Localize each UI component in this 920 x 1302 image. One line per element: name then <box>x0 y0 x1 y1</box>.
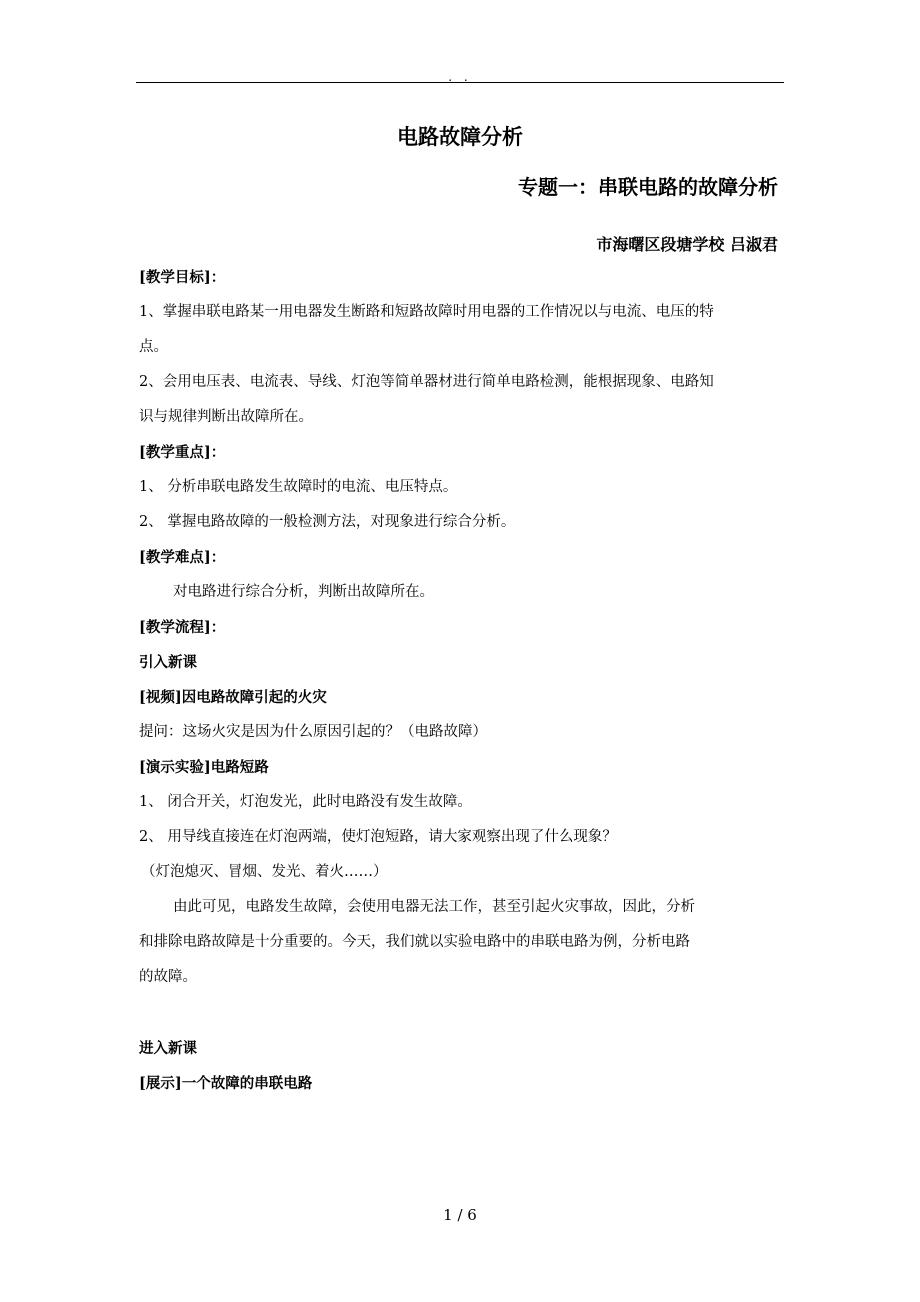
document-subtitle: 专题一：串联电路的故障分析 <box>518 175 778 199</box>
paragraph-gap <box>139 995 783 1031</box>
goal-1-line-1: 1、掌握串联电路某一用电器发生断路和短路故障时用电器的工作情况以与电流、电压的特 <box>139 304 714 320</box>
process-heading: [教学流程]： <box>139 619 226 636</box>
question-line: 提问：这场火灾是因为什么原因引起的？（电路故障） <box>139 724 487 740</box>
goal-2-line-1: 2、会用电压表、电流表、导线、灯泡等简单器材进行简单电路检测，能根据现象、电路知 <box>139 374 714 390</box>
demo-step-1: 1、 闭合开关，灯泡发光，此时电路没有发生故障。 <box>139 794 472 810</box>
key-point-1: 1、 分析串联电路发生故障时的电流、电压特点。 <box>139 479 458 495</box>
header-dots: . . <box>448 70 472 84</box>
document-title: 电路故障分析 <box>397 124 523 149</box>
new-lesson-heading: 进入新课 <box>139 1040 197 1057</box>
intro-heading: 引入新课 <box>139 654 197 671</box>
goals-heading: [教学目标]： <box>139 269 226 286</box>
document-body <box>139 260 783 1101</box>
author-line: 市海曙区段塘学校 吕淑君 <box>596 235 778 254</box>
summary-line-3: 的故障。 <box>139 969 197 985</box>
difficulty-heading: [教学难点]： <box>139 549 226 566</box>
demo-step-2: 2、 用导线直接连在灯泡两端，使灯泡短路，请大家观察出现了什么现象？ <box>139 829 617 845</box>
goal-2-line-2: 识与规律判断出故障所在。 <box>139 409 313 425</box>
summary-line-2: 和排除电路故障是十分重要的。今天，我们就以实验电路中的串联电路为例，分析电路 <box>139 934 690 950</box>
header-rule <box>136 82 784 83</box>
key-points-heading: [教学重点]： <box>139 444 226 461</box>
goal-1-line-2: 点。 <box>139 339 168 355</box>
show-heading: [展示]一个故障的串联电路 <box>139 1075 313 1092</box>
video-heading: [视频]因电路故障引起的火灾 <box>139 689 327 706</box>
page-number: 1 / 6 <box>443 1206 477 1224</box>
key-point-2: 2、 掌握电路故障的一般检测方法，对现象进行综合分析。 <box>139 514 516 530</box>
difficulty-text: 对电路进行综合分析，判断出故障所在。 <box>173 584 434 600</box>
summary-line-1: 由此可见，电路发生故障，会使用电器无法工作，甚至引起火灾事故，因此，分析 <box>173 899 695 915</box>
demo-result: （灯泡熄灭、冒烟、发光、着火……） <box>141 864 388 880</box>
demo-heading: [演示实验]电路短路 <box>139 759 269 776</box>
